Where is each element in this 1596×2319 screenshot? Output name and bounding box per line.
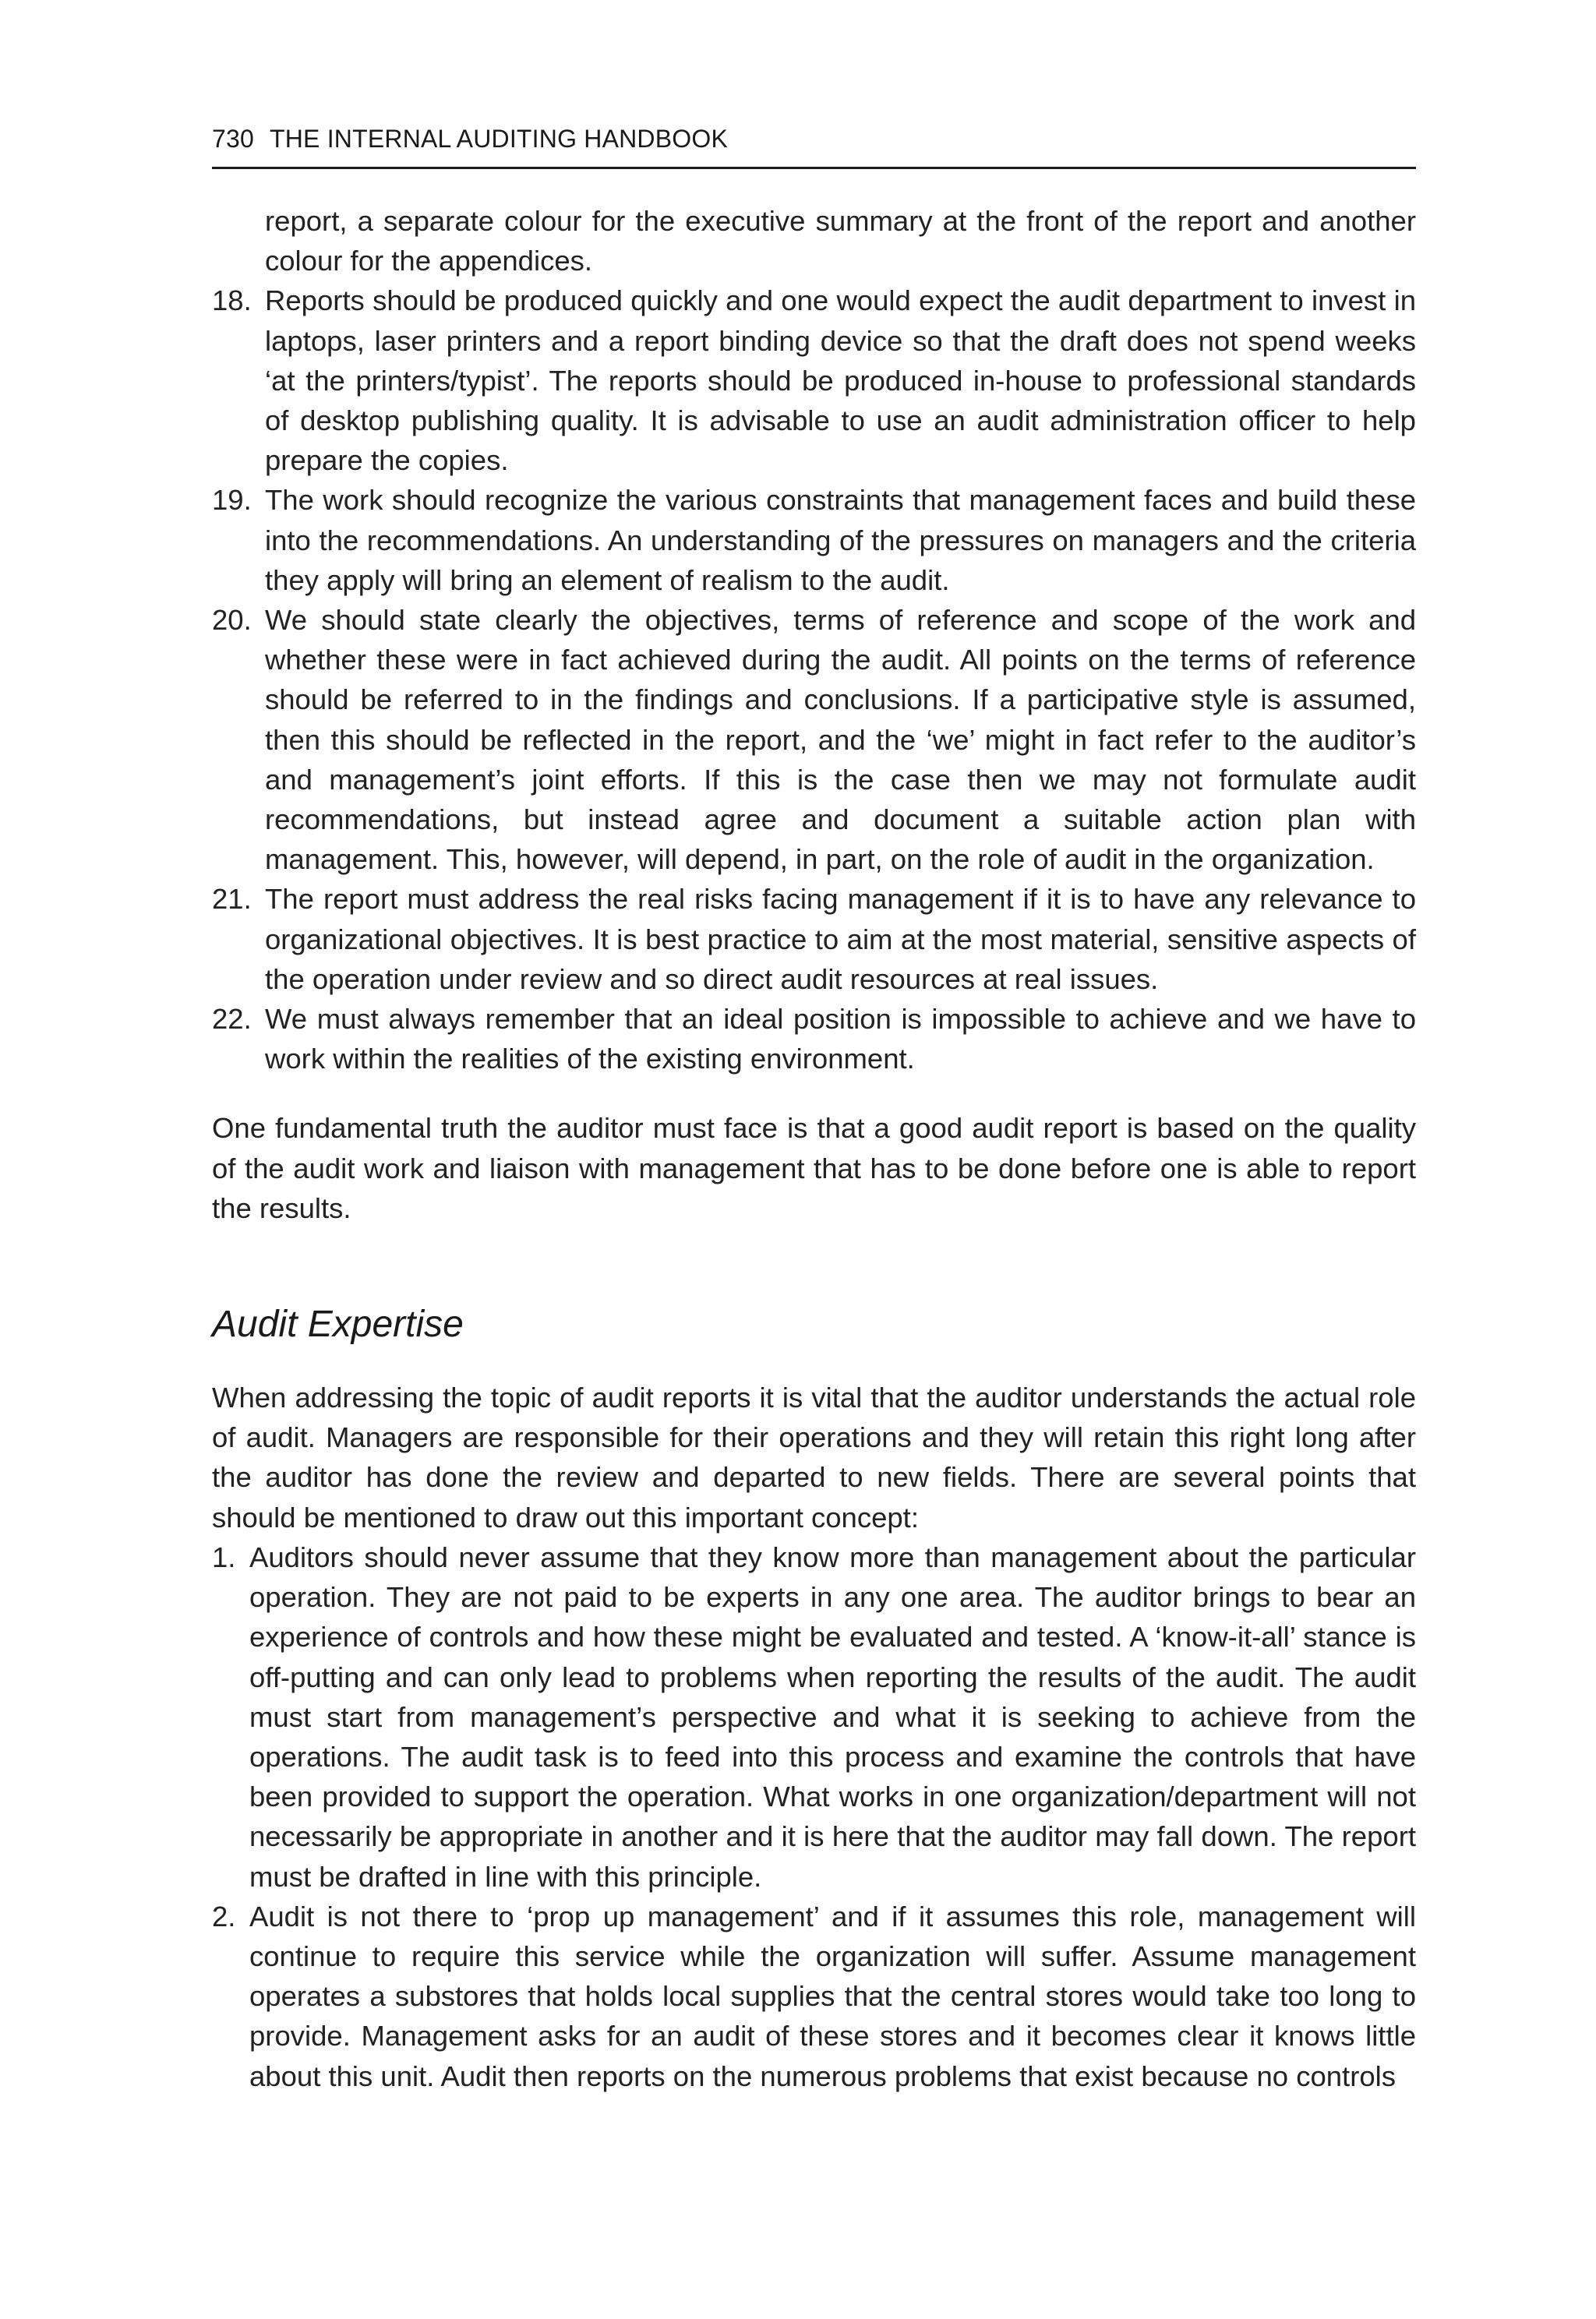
list-item-number: 21. [212, 883, 252, 916]
list-item-number: 18. [212, 284, 252, 317]
book-page [212, 0, 1416, 2319]
closing-paragraph: One fundamental truth the auditor must face is that a good audit report is based on the quality of the audit work and liaison with management that has to be done before one is able to report the results. [212, 1112, 1416, 1224]
list-item-number: 20. [212, 604, 252, 637]
recommendations-list [212, 281, 1416, 1078]
running-header [212, 125, 728, 154]
list-item [212, 879, 1416, 999]
list-item [212, 1537, 1416, 1897]
list-item-number: 22. [212, 1003, 252, 1036]
list-item-text: We should state clearly the objectives, terms of reference and scope of the work and whether these were in fact achieved during the audit. All points on the terms of reference should be referred to in the findings and conclusions. If a participative style is assumed, then this should be reflected in the report, and the ‘we’ might in fact refer to the auditor’s and management’s joint efforts. If this is the case then we may not formulate audit recommendations, but instead agree and document a suitable action plan with management. This, however, will depend, in part, on the role of audit in the organization. [265, 604, 1416, 876]
list-item-text: We must always remember that an ideal position is impossible to achieve and we have to work within the realities of the existing environment. [265, 1003, 1416, 1075]
list-item [212, 600, 1416, 879]
list-item-number: 19. [212, 484, 252, 517]
section-heading: Audit Expertise [212, 1304, 464, 1346]
page-number: 730 [212, 125, 254, 153]
list-item [212, 480, 1416, 600]
list-item-text: Reports should be produced quickly and one would expect the audit department to invest in laptops, laser printers and a report binding device so that the draft does not spend weeks ‘at the printers/typist’. The reports should be produced in-house to professional standards of desktop publishing quality. It is advisable to use an audit administration officer to help prepare the copies. [265, 284, 1416, 477]
list-item-number: 2. [212, 1900, 236, 1932]
list-item-text: Auditors should never assume that they know more than management about the particular operation. They are not paid to be experts in any one area. The auditor brings to bear an experience of controls and how these might be evaluated and tested. A ‘know-it-all’ stance is off-putting and can only lead to problems when reporting the results of the audit. The audit must start from management’s perspective and what it is seeking to achieve from the operations. The audit task is to feed into this process and examine the controls that have been provided to support the operation. What works in one organization/department will not necessarily be appropriate in another and it is here that the auditor may fall down. The report must be drafted in line with this principle. [249, 1541, 1416, 1893]
list-item [212, 281, 1416, 480]
list-item-text: The report must address the real risks facing management if it is to have any relevance to organizational objectives. It is best practice to aim at the most material, sensitive aspects of the operation under review and so direct audit resources at real issues. [265, 883, 1416, 995]
continued-list-item-text: report, a separate colour for the executive summary at the front of the report and another colour for the appendices. [265, 205, 1416, 277]
list-item-text: The work should recognize the various constraints that management faces and build these into the recommendations. An understanding of the pressures on managers and the criteria they apply will bring an element of realism to the audit. [265, 484, 1416, 596]
list-item [212, 1897, 1416, 2096]
section-intro-paragraph: When addressing the topic of audit reports it is vital that the auditor understands the actual role of audit. Managers are responsible for their operations and they will retain this right long after the auditor has done the review and departed to new fields. There are several points that should be mentioned to draw out this important concept: [212, 1382, 1416, 1534]
list-item-number: 1. [212, 1541, 236, 1573]
header-rule [212, 167, 1416, 169]
book-title: THE INTERNAL AUDITING HANDBOOK [270, 125, 728, 153]
list-item [212, 999, 1416, 1078]
audit-expertise-list [212, 1537, 1416, 2096]
page-body [212, 201, 1416, 2096]
list-item-text: Audit is not there to ‘prop up management’ and if it assumes this role, management will continue to require this service while the organization will suffer. Assume management operates a substores that holds local supplies that the central stores would take too long to provide. Management asks for an audit of these stores and it becomes clear it knows little about this unit. Audit then reports on the numerous problems that exist because no controls [249, 1900, 1416, 2092]
